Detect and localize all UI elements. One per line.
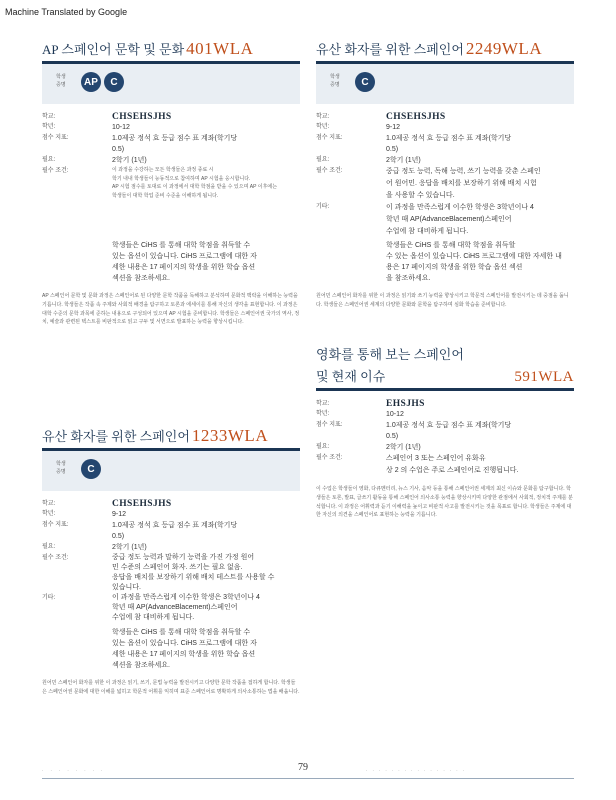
info-value: CHSEHSJHS [386,112,446,122]
footer-right: · · · · · · · · · · · · · · · · [366,768,466,773]
info-row [42,112,300,122]
info-row [42,542,300,553]
info-value: 스페인어 3 또는 스페인어 유화유 상 2 의 수업은 주로 스페인어로 진행됩니다. [386,455,519,474]
course-info [42,112,300,200]
info-value: EHSJHS [386,399,425,409]
info-row [316,122,574,133]
info-key: 학년: [42,124,56,130]
info-row [316,399,574,409]
course-info [316,399,574,477]
section-title [42,427,300,446]
badge-band [42,64,300,104]
course-code-wrap [512,368,574,386]
info-key: 학교: [316,114,330,120]
info-value: 2학기 (1년) [386,157,421,164]
section-film [316,346,574,520]
info-value: CHSEHSJHS [112,112,172,122]
cihs-note: 학생들은 CiHS 를 통해 대학 학점을 취득할 수 있는 옵션이 있습니다. CiHS 프로그램에 대한 자세한 내 용은 17 페이지의 학생을 위한 학습 옵션 섹션 을 참조하세요. [386,242,562,282]
info-value: 2학기 (1년) [112,157,147,164]
title-text: 유산 화자를 위한 스페인어 [316,42,464,57]
college-credit-badge-icon: C [81,459,101,479]
info-row [316,420,574,442]
info-value: 1.0제공 정석 효 등급 점수 표 계좌(학기당 0.5) [112,522,238,540]
info-key: 필수 조건: [42,555,69,561]
info-row [316,112,574,122]
info-row [42,593,300,623]
info-value: 이 과정을 수강하는 모든 학생들은 과정 종료 시 학기 내내 학생들이 능동적으로 참여하며 AP 시험을 응시합니다. AP 시험 점수를 토대로 이 과정에서 대학 학점을 받을 수 있으며 AP 이후에는 학생들이 대학 학업 준비 수준을 이해하게 됩니다. [112,167,278,199]
course-info [316,112,574,238]
info-key: 필요: [42,544,56,550]
footer-rule [42,778,574,779]
section-title [42,40,300,59]
info-key: 필요: [316,444,330,450]
info-key: 학년: [42,511,56,517]
info-value: 10-12 [112,124,130,131]
course-description: 원어민 스페인어 화자를 위한 이 과정은 읽기, 쓰기, 문법 능력을 발전시키고 다양한 문학 작품을 접하게 합니다. 학생들은 스페인어권 문화에 대한 이해를 넓히고 학문적 어휘를 익히며 표준 스페인어로 명확하게 의사소통하는 법을 배웁니다. [42,680,300,695]
info-row [42,520,300,542]
machine-translated-banner: Machine Translated by Google [5,7,128,17]
info-row [316,166,574,202]
section-heritage-1233 [42,427,300,697]
info-row [42,133,300,155]
band-label: 학생 증명 [56,74,66,88]
info-value: 9-12 [386,124,401,131]
info-value: 1.0제공 정석 효 등급 점수 표 계좌(학기당 0.5) [386,135,512,153]
footer-left: · · · · · · · · [42,768,106,773]
college-credit-badge-icon: C [355,72,375,92]
title-text: 유산 화자를 위한 스페인어 [42,429,190,444]
band-label: 학생 증명 [56,461,66,475]
info-value: 중급 정도 능력과 말하기 능력을 가진 가정 원어 민 수준의 스페인어 화자. 쓰기는 필요 없음. 응답을 배치를 보장하기 위해 배치 테스트를 사용할 수 있습니다. [112,554,275,591]
info-row [42,155,300,166]
info-row [316,453,574,477]
title-line-2: 및 현재 이슈 [316,369,386,384]
info-value: 중급 정도 능력, 독해 능력, 쓰기 능력을 갖춘 스페인 어 원어민. 응답을 배치를 보장하기 위해 배치 시험 을 사용할 수 있습니다. [386,168,541,199]
info-row [316,409,574,420]
course-code: 1233WLA [191,426,269,445]
info-key: 학교: [42,114,56,120]
info-row [316,133,574,155]
info-key: 학년: [316,411,330,417]
info-key: 학교: [316,401,330,407]
info-key: 기타: [42,595,56,601]
page-number: 79 [298,762,308,773]
college-credit-badge-icon: C [104,72,124,92]
info-value: 9-12 [112,511,127,518]
course-info [42,499,300,623]
info-row [42,553,300,593]
info-value: 이 과정을 만족스럽게 이수한 학생은 3학년이나 4 학년 때 AP(AdvanceBlacement)스페인어 수업에 참 대비하게 됩니다. [112,594,260,621]
course-code: 401WLA [186,39,254,58]
info-value: 이 과정을 만족스럽게 이수한 학생은 3학년이나 4 학년 때 AP(AdvanceBlacement)스페인어 수업에 참 대비하게 됩니다. [386,204,534,235]
title-line-1: 영화를 통해 보는 스페인어 [316,347,464,362]
course-code: 2249WLA [465,39,543,58]
info-key: 점수 지표: [42,522,69,528]
info-value: CHSEHSJHS [112,499,172,509]
info-row [316,202,574,238]
info-key: 필요: [42,157,56,163]
section-title [316,40,574,59]
cihs-note: 학생들은 CiHS 를 통해 대학 학점을 취득할 수 있는 옵션이 있습니다. CiHS 프로그램에 대한 자 세한 내용은 17 페이지의 학생을 위한 학습 옵션 섹션을 참조하세요. [112,629,257,669]
badge-band [316,64,574,104]
band-label: 학생 증명 [330,74,340,88]
info-key: 기타: [316,204,330,210]
course-description: AP 스페인어 문학 및 문화 과정은 스페인어로 된 다양한 문학 작품을 독해하고 분석하며 문화적 맥락을 이해하는 능력을 기릅니다. 학생들은 작품 속 주제와 사회적 배경을 탐구하고 토론과 에세이를 통해 자신의 생각을 표현합니다. 이 과정은 대학 수준의 문학 과목에 준하는 내용으로 구성되어 있으며 AP 시험을 준비합니다. 학생들은 스페인어권 국가의 역사, 정치, 예술과 관련된 텍스트를 비판적으로 읽고 구두 및 서면으로 발표하는 능력을 향상시킵니다. [42,293,300,326]
info-row [42,499,300,509]
info-row [42,166,300,200]
info-key: 점수 지표: [316,135,343,141]
info-key: 필요: [316,157,330,163]
info-key: 학교: [42,501,56,507]
info-key: 점수 지표: [316,422,343,428]
section-heritage-2249 [316,40,574,310]
info-value: 2학기 (1년) [112,544,147,551]
section-ap-literature [42,40,300,327]
course-code: 591WLA [514,369,574,385]
info-key: 점수 지표: [42,135,69,141]
badge-group [355,72,375,92]
title-rule [316,388,574,391]
info-key: 필수 조건: [316,455,343,461]
info-value: 1.0제공 정석 효 등급 점수 표 계좌(학기당 0.5) [386,422,512,440]
info-key: 필수 조건: [316,168,343,174]
info-row [316,442,574,453]
course-description: 이 수업은 학생들이 영화, 다큐멘터리, 뉴스 기사, 음악 등을 통해 스페인어권 세계의 최신 이슈와 문화를 탐구합니다. 학생들은 토론, 발표, 글쓰기 활동을 통해 스페인어 의사소통 능력을 향상시키며 다양한 관점에서 사회적, 정치적 주제를 분석합니다. 이 과정은 어휘력과 듣기 이해력을 높이고 비판적 사고를 발전시키는 것을 목표로 합니다. 학생들은 주제에 대한 자신의 의견을 스페인어로 표현하는 능력을 기릅니다. [316,486,573,519]
badge-group [81,459,101,479]
title-text-group [316,346,464,386]
info-value: 10-12 [386,411,404,418]
course-description: 원어민 스페인어 화자를 위한 이 과정은 읽기와 쓰기 능력을 향상시키고 학문적 스페인어를 발전시키는 데 중점을 둡니다. 학생들은 스페인어권 세계의 다양한 문화와 문학을 탐구하며 심화 학습을 준비합니다. [316,293,569,308]
info-value: 2학기 (1년) [386,444,421,451]
title-text: AP 스페인어 문학 및 문화 [42,42,185,57]
info-value: 1.0제공 정석 효 등급 점수 표 계좌(학기당 0.5) [112,135,238,153]
info-row [42,122,300,133]
badge-group [81,72,124,92]
info-key: 필수 조건: [42,168,69,174]
page-footer [0,762,616,776]
section-title [316,346,574,386]
info-row [42,509,300,520]
info-row [316,155,574,166]
badge-band [42,451,300,491]
info-key: 학년: [316,124,330,130]
cihs-note: 학생들은 CiHS 를 통해 대학 학점을 취득할 수 있는 옵션이 있습니다. CiHS 프로그램에 대한 자 세한 내용은 17 페이지의 학생을 위한 학습 옵션 섹션을 참조하세요. [112,242,257,282]
ap-badge-icon: AP [81,72,101,92]
